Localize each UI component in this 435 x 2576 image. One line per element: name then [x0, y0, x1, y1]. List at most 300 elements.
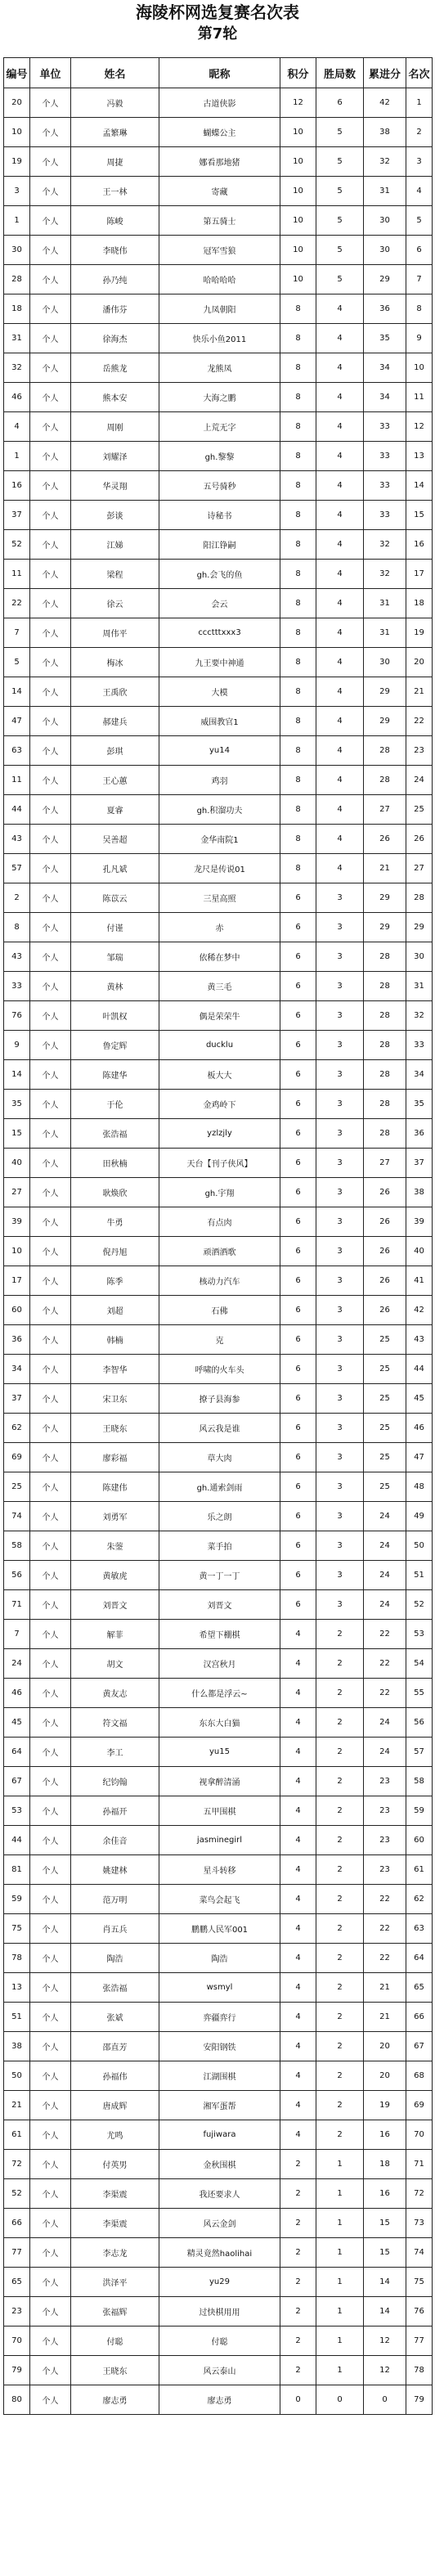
cell-rank: 4	[406, 177, 433, 206]
cell-unit: 个人	[30, 1060, 71, 1090]
cell-cumulative: 33	[364, 501, 406, 530]
cell-unit: 个人	[30, 1973, 71, 2003]
table-row	[4, 1561, 433, 1590]
cell-id: 17	[4, 1266, 30, 1296]
cell-name: 周刚	[71, 412, 159, 442]
cell-unit: 个人	[30, 1796, 71, 1826]
cell-name: 姚建林	[71, 1855, 159, 1885]
cell-rank: 60	[406, 1826, 433, 1855]
cell-wins: 3	[316, 1355, 364, 1384]
cell-name: 周伟平	[71, 618, 159, 648]
cell-points: 4	[280, 2061, 316, 2091]
cell-points: 6	[280, 1384, 316, 1414]
cell-rank: 64	[406, 1944, 433, 1973]
cell-name: 陈建伟	[71, 1472, 159, 1502]
cell-points: 8	[280, 648, 316, 677]
cell-unit: 个人	[30, 1178, 71, 1207]
cell-wins: 3	[316, 1384, 364, 1414]
table-row	[4, 2385, 433, 2415]
cell-wins: 4	[316, 530, 364, 560]
header-row	[4, 58, 433, 88]
cell-points: 2	[280, 2356, 316, 2385]
cell-nickname: 克	[159, 1325, 280, 1355]
cell-nickname: 菜鸟会起飞	[159, 1885, 280, 1914]
cell-unit: 个人	[30, 1531, 71, 1561]
cell-nickname: 廖志勇	[159, 2385, 280, 2415]
cell-rank: 19	[406, 618, 433, 648]
cell-rank: 52	[406, 1590, 433, 1620]
cell-rank: 17	[406, 560, 433, 589]
cell-unit: 个人	[30, 2209, 71, 2238]
table-row	[4, 560, 433, 589]
cell-nickname: 黄三毛	[159, 972, 280, 1001]
cell-nickname: 三星高照	[159, 883, 280, 913]
cell-unit: 个人	[30, 2356, 71, 2385]
cell-id: 62	[4, 1414, 30, 1443]
cell-nickname: 陶浩	[159, 1944, 280, 1973]
cell-id: 2	[4, 883, 30, 913]
cell-id: 43	[4, 942, 30, 972]
cell-points: 8	[280, 353, 316, 383]
table-row	[4, 1355, 433, 1384]
cell-id: 75	[4, 1914, 30, 1944]
cell-nickname: 什么都是浮云~	[159, 1679, 280, 1708]
cell-unit: 个人	[30, 972, 71, 1001]
cell-cumulative: 35	[364, 324, 406, 353]
cell-unit: 个人	[30, 1207, 71, 1237]
cell-id: 34	[4, 1355, 30, 1384]
cell-id: 44	[4, 1826, 30, 1855]
cell-id: 53	[4, 1796, 30, 1826]
cell-points: 8	[280, 795, 316, 825]
cell-unit: 个人	[30, 2032, 71, 2061]
cell-cumulative: 22	[364, 1620, 406, 1649]
cell-points: 6	[280, 1296, 316, 1325]
cell-nickname: 有点肉	[159, 1207, 280, 1237]
cell-nickname: 呼啸的火车头	[159, 1355, 280, 1384]
table-row	[4, 1944, 433, 1973]
cell-unit: 个人	[30, 1885, 71, 1914]
cell-id: 80	[4, 2385, 30, 2415]
cell-nickname: 鸡羽	[159, 766, 280, 795]
cell-points: 6	[280, 1590, 316, 1620]
cell-cumulative: 26	[364, 1266, 406, 1296]
cell-nickname: 上荒无字	[159, 412, 280, 442]
cell-unit: 个人	[30, 353, 71, 383]
cell-nickname: 快乐小鱼2011	[159, 324, 280, 353]
cell-rank: 56	[406, 1708, 433, 1738]
cell-wins: 5	[316, 177, 364, 206]
cell-rank: 53	[406, 1620, 433, 1649]
cell-name: 彭谈	[71, 501, 159, 530]
cell-rank: 65	[406, 1973, 433, 2003]
cell-nickname: 会云	[159, 589, 280, 618]
cell-cumulative: 28	[364, 942, 406, 972]
cell-points: 8	[280, 471, 316, 501]
cell-rank: 34	[406, 1060, 433, 1090]
cell-wins: 3	[316, 942, 364, 972]
cell-wins: 2	[316, 1973, 364, 2003]
cell-points: 6	[280, 942, 316, 972]
cell-rank: 8	[406, 294, 433, 324]
cell-unit: 个人	[30, 942, 71, 972]
cell-wins: 4	[316, 707, 364, 736]
cell-name: 解菲	[71, 1620, 159, 1649]
cell-name: 李工	[71, 1738, 159, 1767]
cell-wins: 3	[316, 913, 364, 942]
cell-rank: 7	[406, 265, 433, 294]
cell-rank: 21	[406, 677, 433, 707]
cell-points: 6	[280, 1237, 316, 1266]
cell-id: 9	[4, 1031, 30, 1060]
cell-wins: 4	[316, 442, 364, 471]
cell-name: 孔凡斌	[71, 854, 159, 883]
table-row	[4, 265, 433, 294]
cell-nickname: jasminegirl	[159, 1826, 280, 1855]
table-row	[4, 471, 433, 501]
cell-unit: 个人	[30, 2061, 71, 2091]
cell-rank: 76	[406, 2297, 433, 2326]
cell-cumulative: 33	[364, 412, 406, 442]
cell-nickname: ducklu	[159, 1031, 280, 1060]
cell-nickname: ccctttxxx3	[159, 618, 280, 648]
cell-id: 20	[4, 88, 30, 118]
cell-cumulative: 14	[364, 2297, 406, 2326]
table-row	[4, 383, 433, 412]
cell-unit: 个人	[30, 2238, 71, 2268]
cell-id: 11	[4, 560, 30, 589]
table-row	[4, 2268, 433, 2297]
cell-name: 符文福	[71, 1708, 159, 1738]
table-row	[4, 1443, 433, 1472]
cell-points: 6	[280, 1207, 316, 1237]
cell-name: 李渠震	[71, 2209, 159, 2238]
cell-name: 王晓东	[71, 1414, 159, 1443]
table-row	[4, 1708, 433, 1738]
cell-name: 倪丹旭	[71, 1237, 159, 1266]
cell-points: 6	[280, 1266, 316, 1296]
column-header-nickname: 昵称	[159, 58, 280, 88]
cell-cumulative: 28	[364, 736, 406, 766]
cell-points: 10	[280, 265, 316, 294]
cell-name: 彭琪	[71, 736, 159, 766]
cell-nickname: 偶是荣荣牛	[159, 1001, 280, 1031]
cell-cumulative: 32	[364, 147, 406, 177]
table-row	[4, 677, 433, 707]
cell-points: 2	[280, 2268, 316, 2297]
cell-wins: 3	[316, 1296, 364, 1325]
cell-wins: 1	[316, 2150, 364, 2179]
cell-unit: 个人	[30, 1502, 71, 1531]
cell-cumulative: 12	[364, 2356, 406, 2385]
cell-nickname: 龙熊凤	[159, 353, 280, 383]
cell-points: 4	[280, 1679, 316, 1708]
cell-rank: 67	[406, 2032, 433, 2061]
cell-rank: 71	[406, 2150, 433, 2179]
cell-id: 60	[4, 1296, 30, 1325]
cell-points: 4	[280, 2032, 316, 2061]
cell-nickname: 风云泰山	[159, 2356, 280, 2385]
cell-points: 8	[280, 825, 316, 854]
cell-rank: 77	[406, 2326, 433, 2356]
cell-id: 79	[4, 2356, 30, 2385]
cell-unit: 个人	[30, 1649, 71, 1679]
table-row	[4, 530, 433, 560]
cell-unit: 个人	[30, 1355, 71, 1384]
cell-wins: 3	[316, 1414, 364, 1443]
table-row	[4, 1914, 433, 1944]
table-row	[4, 648, 433, 677]
cell-id: 63	[4, 736, 30, 766]
table-row	[4, 1826, 433, 1855]
cell-rank: 22	[406, 707, 433, 736]
cell-name: 李智华	[71, 1355, 159, 1384]
cell-name: 鲁定辉	[71, 1031, 159, 1060]
cell-wins: 3	[316, 1001, 364, 1031]
cell-nickname: gh.积溜功夫	[159, 795, 280, 825]
cell-unit: 个人	[30, 2091, 71, 2120]
table-row	[4, 1885, 433, 1914]
table-row	[4, 2238, 433, 2268]
cell-rank: 6	[406, 236, 433, 265]
cell-unit: 个人	[30, 736, 71, 766]
cell-rank: 31	[406, 972, 433, 1001]
cell-cumulative: 33	[364, 471, 406, 501]
cell-id: 59	[4, 1885, 30, 1914]
cell-cumulative: 29	[364, 265, 406, 294]
cell-cumulative: 16	[364, 2179, 406, 2209]
cell-id: 32	[4, 353, 30, 383]
cell-nickname: 星斗转移	[159, 1855, 280, 1885]
cell-points: 6	[280, 1443, 316, 1472]
cell-unit: 个人	[30, 560, 71, 589]
cell-wins: 5	[316, 265, 364, 294]
cell-cumulative: 20	[364, 2061, 406, 2091]
cell-cumulative: 25	[364, 1325, 406, 1355]
cell-wins: 4	[316, 324, 364, 353]
cell-nickname: 九凤朝阳	[159, 294, 280, 324]
cell-nickname: 视拿醉清涌	[159, 1767, 280, 1796]
cell-points: 4	[280, 2003, 316, 2032]
cell-name: 孙福开	[71, 1796, 159, 1826]
column-header-points: 积分	[280, 58, 316, 88]
cell-id: 7	[4, 1620, 30, 1649]
cell-name: 牛勇	[71, 1207, 159, 1237]
cell-name: 肖五兵	[71, 1914, 159, 1944]
cell-cumulative: 28	[364, 1090, 406, 1119]
cell-rank: 33	[406, 1031, 433, 1060]
table-row	[4, 1738, 433, 1767]
cell-id: 33	[4, 972, 30, 1001]
cell-wins: 3	[316, 1237, 364, 1266]
cell-wins: 3	[316, 1266, 364, 1296]
cell-rank: 2	[406, 118, 433, 147]
cell-rank: 55	[406, 1679, 433, 1708]
cell-cumulative: 24	[364, 1502, 406, 1531]
cell-rank: 37	[406, 1149, 433, 1178]
cell-nickname: 风云我是谁	[159, 1414, 280, 1443]
cell-unit: 个人	[30, 2120, 71, 2150]
cell-rank: 54	[406, 1649, 433, 1679]
cell-rank: 44	[406, 1355, 433, 1384]
cell-rank: 15	[406, 501, 433, 530]
cell-rank: 13	[406, 442, 433, 471]
cell-unit: 个人	[30, 1679, 71, 1708]
cell-points: 6	[280, 1090, 316, 1119]
cell-name: 潘伟芬	[71, 294, 159, 324]
table-row	[4, 412, 433, 442]
cell-cumulative: 14	[364, 2268, 406, 2297]
cell-rank: 1	[406, 88, 433, 118]
table-row	[4, 1119, 433, 1149]
cell-id: 38	[4, 2032, 30, 2061]
cell-rank: 23	[406, 736, 433, 766]
cell-id: 52	[4, 2179, 30, 2209]
cell-cumulative: 22	[364, 1944, 406, 1973]
cell-points: 8	[280, 442, 316, 471]
cell-points: 8	[280, 560, 316, 589]
cell-id: 64	[4, 1738, 30, 1767]
cell-name: 刘耀泽	[71, 442, 159, 471]
cell-points: 4	[280, 1738, 316, 1767]
cell-id: 67	[4, 1767, 30, 1796]
cell-points: 0	[280, 2385, 316, 2415]
cell-cumulative: 29	[364, 913, 406, 942]
cell-name: 孙福伟	[71, 2061, 159, 2091]
cell-wins: 3	[316, 1590, 364, 1620]
cell-wins: 3	[316, 883, 364, 913]
table-row	[4, 1031, 433, 1060]
cell-name: 张斌	[71, 2003, 159, 2032]
cell-cumulative: 27	[364, 1149, 406, 1178]
cell-cumulative: 12	[364, 2326, 406, 2356]
cell-name: 耿焕欣	[71, 1178, 159, 1207]
table-row	[4, 972, 433, 1001]
cell-name: 孙乃纯	[71, 265, 159, 294]
cell-unit: 个人	[30, 648, 71, 677]
cell-rank: 46	[406, 1414, 433, 1443]
cell-points: 4	[280, 2091, 316, 2120]
table-row	[4, 1207, 433, 1237]
cell-unit: 个人	[30, 1001, 71, 1031]
cell-unit: 个人	[30, 2297, 71, 2326]
cell-name: 付谨	[71, 913, 159, 942]
cell-wins: 3	[316, 972, 364, 1001]
cell-id: 47	[4, 707, 30, 736]
cell-unit: 个人	[30, 294, 71, 324]
cell-cumulative: 30	[364, 648, 406, 677]
cell-points: 6	[280, 883, 316, 913]
cell-name: 孟繁琳	[71, 118, 159, 147]
cell-cumulative: 31	[364, 618, 406, 648]
cell-name: 王禹欣	[71, 677, 159, 707]
cell-id: 31	[4, 324, 30, 353]
cell-name: 熊本安	[71, 383, 159, 412]
cell-rank: 63	[406, 1914, 433, 1944]
cell-cumulative: 25	[364, 1414, 406, 1443]
table-row	[4, 118, 433, 147]
table-row	[4, 147, 433, 177]
cell-nickname: gh.通索剑雨	[159, 1472, 280, 1502]
cell-wins: 1	[316, 2179, 364, 2209]
cell-points: 10	[280, 147, 316, 177]
cell-nickname: 核动力汽车	[159, 1266, 280, 1296]
cell-unit: 个人	[30, 766, 71, 795]
cell-name: 刘晋文	[71, 1590, 159, 1620]
cell-unit: 个人	[30, 1561, 71, 1590]
cell-rank: 39	[406, 1207, 433, 1237]
cell-cumulative: 34	[364, 383, 406, 412]
cell-wins: 3	[316, 1561, 364, 1590]
table-row	[4, 1237, 433, 1266]
cell-id: 15	[4, 1119, 30, 1149]
cell-points: 6	[280, 972, 316, 1001]
cell-unit: 个人	[30, 412, 71, 442]
table-row	[4, 707, 433, 736]
cell-unit: 个人	[30, 1855, 71, 1885]
cell-id: 25	[4, 1472, 30, 1502]
cell-unit: 个人	[30, 1296, 71, 1325]
cell-name: 廖志勇	[71, 2385, 159, 2415]
cell-cumulative: 25	[364, 1472, 406, 1502]
cell-wins: 4	[316, 736, 364, 766]
cell-cumulative: 24	[364, 1590, 406, 1620]
cell-unit: 个人	[30, 2003, 71, 2032]
cell-rank: 74	[406, 2238, 433, 2268]
cell-name: 廖彩福	[71, 1443, 159, 1472]
cell-unit: 个人	[30, 1090, 71, 1119]
cell-nickname: 撩子县海参	[159, 1384, 280, 1414]
cell-cumulative: 42	[364, 88, 406, 118]
cell-name: 黄林	[71, 972, 159, 1001]
cell-wins: 5	[316, 206, 364, 236]
cell-id: 30	[4, 236, 30, 265]
cell-rank: 20	[406, 648, 433, 677]
cell-name: 刘超	[71, 1296, 159, 1325]
cell-rank: 12	[406, 412, 433, 442]
cell-unit: 个人	[30, 854, 71, 883]
cell-name: 李渠震	[71, 2179, 159, 2209]
cell-nickname: 刘晋文	[159, 1590, 280, 1620]
cell-points: 2	[280, 2238, 316, 2268]
table-row	[4, 2150, 433, 2179]
cell-nickname: 石佛	[159, 1296, 280, 1325]
table-row	[4, 1178, 433, 1207]
cell-id: 78	[4, 1944, 30, 1973]
cell-name: 李志龙	[71, 2238, 159, 2268]
cell-name: 黄友志	[71, 1679, 159, 1708]
cell-rank: 50	[406, 1531, 433, 1561]
cell-unit: 个人	[30, 1914, 71, 1944]
cell-id: 45	[4, 1708, 30, 1738]
cell-cumulative: 24	[364, 1531, 406, 1561]
cell-wins: 1	[316, 2326, 364, 2356]
cell-cumulative: 20	[364, 2032, 406, 2061]
cell-points: 8	[280, 736, 316, 766]
cell-wins: 4	[316, 383, 364, 412]
cell-rank: 16	[406, 530, 433, 560]
cell-nickname: 希望下棚棋	[159, 1620, 280, 1649]
cell-unit: 个人	[30, 88, 71, 118]
cell-wins: 4	[316, 854, 364, 883]
table-row	[4, 324, 433, 353]
cell-id: 23	[4, 2297, 30, 2326]
table-row	[4, 2091, 433, 2120]
cell-id: 28	[4, 265, 30, 294]
cell-cumulative: 26	[364, 825, 406, 854]
cell-wins: 1	[316, 2297, 364, 2326]
cell-wins: 2	[316, 1620, 364, 1649]
